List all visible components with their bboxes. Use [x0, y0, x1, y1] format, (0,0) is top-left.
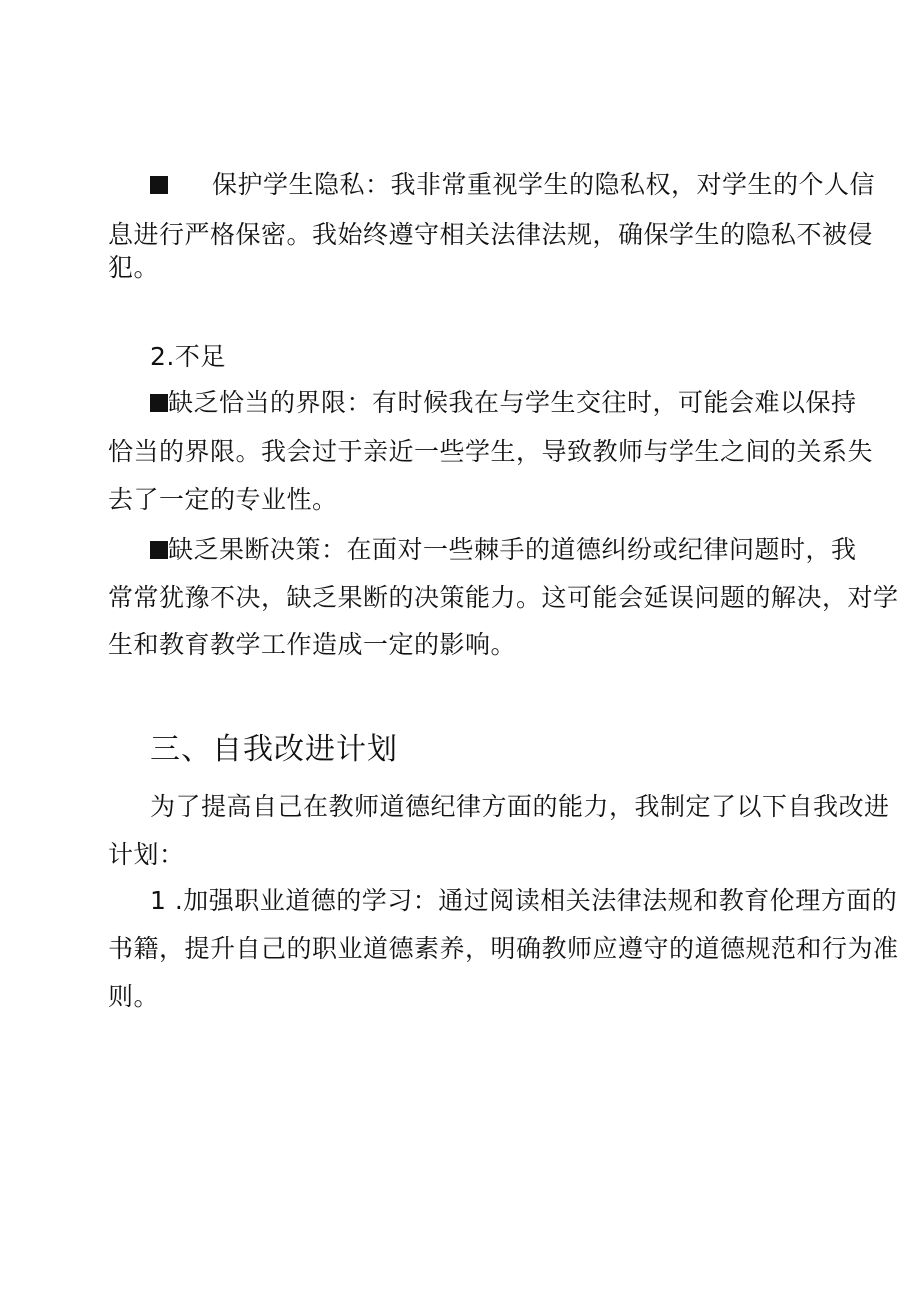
square-bullet-icon: [150, 394, 168, 412]
privacy-line-1: [150, 170, 875, 200]
intro-line-2: 计划：: [108, 840, 185, 869]
square-bullet-icon: [150, 541, 168, 559]
decision-text: 缺乏果断决策：在面对一些棘手的道德纠纷或纪律问题时，我: [168, 535, 857, 564]
boundary-line-1: [150, 388, 857, 418]
boundary-line-2: 恰当的界限。我会过于亲近一些学生，导致教师与学生之间的关系失: [108, 437, 874, 466]
section-heading: 三、自我改进计划: [150, 732, 398, 767]
intro-line-1: 为了提高自己在教师道德纪律方面的能力，我制定了以下自我改进: [150, 792, 890, 821]
plan-1-line-3: 则。: [108, 982, 160, 1011]
boundary-text: 缺乏恰当的界限：有时候我在与学生交往时，可能会难以保持: [168, 388, 857, 417]
decision-line-2: 常常犹豫不决，缺乏果断的决策能力。这可能会延误问题的解决，对学: [108, 583, 899, 612]
privacy-line-2: 息进行严格保密。我始终遵守相关法律法规，确保学生的隐私不被侵: [108, 220, 874, 249]
privacy-line-3: 犯。: [108, 253, 160, 282]
privacy-text: 我非常重视学生的隐私权，对学生的个人信: [390, 170, 876, 199]
plan-1-line-2: 书籍，提升自己的职业道德素养，明确教师应遵守的道德规范和行为准: [108, 934, 899, 963]
decision-line-1: [150, 535, 857, 565]
boundary-line-3: 去了一定的专业性。: [108, 485, 338, 514]
plan-1-line-1: 1 .加强职业道德的学习：通过阅读相关法律法规和教育伦理方面的: [150, 886, 898, 915]
shortcomings-label: 2.不足: [150, 342, 226, 371]
square-bullet-icon: [150, 176, 168, 194]
decision-line-3: 生和教育教学工作造成一定的影响。: [108, 630, 517, 659]
privacy-title: 保护学生隐私：: [212, 170, 391, 199]
